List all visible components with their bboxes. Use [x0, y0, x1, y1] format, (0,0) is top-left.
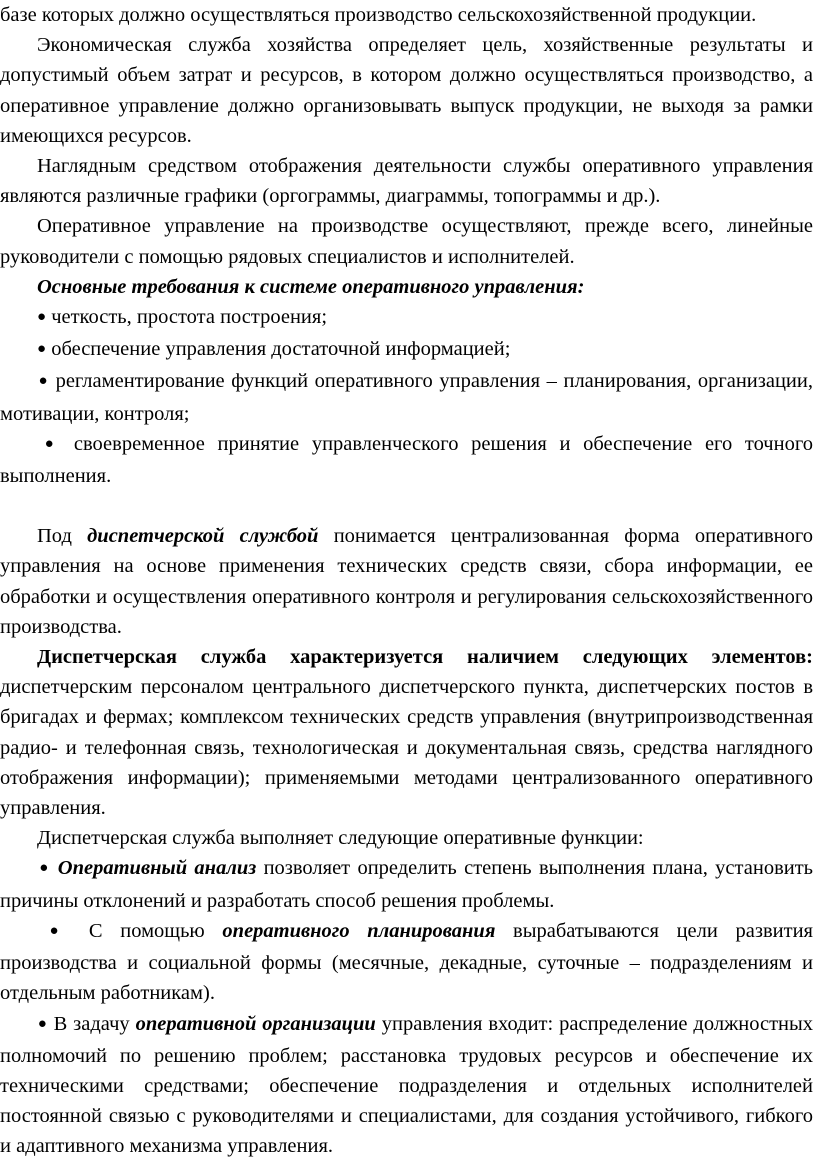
- bullet-icon: ●: [37, 1015, 48, 1032]
- term-operative-analysis: Оперативный анализ: [57, 857, 257, 880]
- paragraph-economic-service: Экономическая служба хозяйства определяет цель, хозяйственные результаты и допустимый объем затрат и ресурсов, в котором должно осуществляться производство, а оперативное управление должно организовывать выпуск продукции, не выходя за рамки имеющихся ресурсов.: [0, 34, 813, 147]
- requirement-item: ● четкость, простота построения;: [37, 306, 328, 329]
- term-dispatch-service: диспетчерской службой: [87, 525, 319, 548]
- paragraph-line-managers: Оперативное управление на производстве осуществляют, прежде всего, линейные руководители с помощью рядовых специалистов и исполнителей.: [0, 215, 813, 268]
- term-operative-planning: оперативного планирования: [222, 919, 496, 942]
- elements-heading: Диспетчерская служба характеризуется наличием следующих элементов:: [37, 646, 813, 669]
- paragraph-functions-intro: Диспетчерская служба выполняет следующие оперативные функции:: [37, 827, 644, 850]
- requirement-item: ● регламентирование функций оперативного управления – планирования, организации, мотивации, контроля;: [0, 370, 813, 425]
- requirement-item: ● своевременное принятие управленческого решения и обеспечение его точного выполнения.: [0, 432, 813, 488]
- paragraph-spacer: [0, 491, 813, 521]
- requirements-heading: Основные требования к системе оперативного управления:: [37, 275, 585, 298]
- term-operative-organization: оперативной организации: [135, 1012, 376, 1035]
- paragraph-visual-means: Наглядным средством отображения деятельности службы оперативного управления являются различные графики (оргограммы, диаграммы, топограммы и др.).: [0, 155, 813, 208]
- bullet-icon: ●: [37, 341, 47, 358]
- bullet-icon: ●: [37, 435, 62, 452]
- requirement-item: ● обеспечение управления достаточной информацией;: [37, 338, 511, 361]
- paragraph-dispatch-definition: Под диспетчерской службой понимается централизованная форма оперативного управления на основе применения технических средств связи, сбора информации, ее обработки и осуществления оперативного контроля и регулирования сельскохозяйственного производства.: [0, 525, 813, 638]
- function-item: ● В задачу оперативной организации управления входит: распределение должностных полномочий по решению проблем; расстановка трудовых ресурсов и обеспечение их техническими средствами; обеспечение подразделения и отдельных исполнителей постоянной связью с руководителями и специалистами, для создания устойчивого, гибкого и адаптивного механизма управления.: [0, 1012, 814, 1158]
- bullet-icon: ●: [37, 860, 51, 877]
- function-item: ● С помощью оперативного планирования вырабатываются цели развития производства и социальной формы (месячные, декадные, суточные – подразделениям и отдельным работникам).: [0, 919, 813, 1005]
- paragraph-dispatch-elements: Диспетчерская служба характеризуется наличием следующих элементов: диспетчерским персоналом центрального диспетчерского пункта, диспетчерских постов в бригадах и фермах; комплексом технических средств управления (внутрипроизводственная радио- и телефонная связь, технологическая и документальная связь, средства наглядного отображения информации); применяемыми методами централизованного оперативного управления.: [0, 646, 813, 820]
- bullet-icon: ●: [37, 309, 47, 326]
- bullet-icon: ●: [37, 373, 49, 390]
- function-item: ● Оперативный анализ позволяет определить степень выполнения плана, установить причины отклонений и разработать способ решения проблемы.: [0, 857, 814, 912]
- paragraph-continuation: базе которых должно осуществляться производство сельскохозяйственной продукции.: [0, 4, 757, 26]
- bullet-icon: ●: [37, 922, 72, 939]
